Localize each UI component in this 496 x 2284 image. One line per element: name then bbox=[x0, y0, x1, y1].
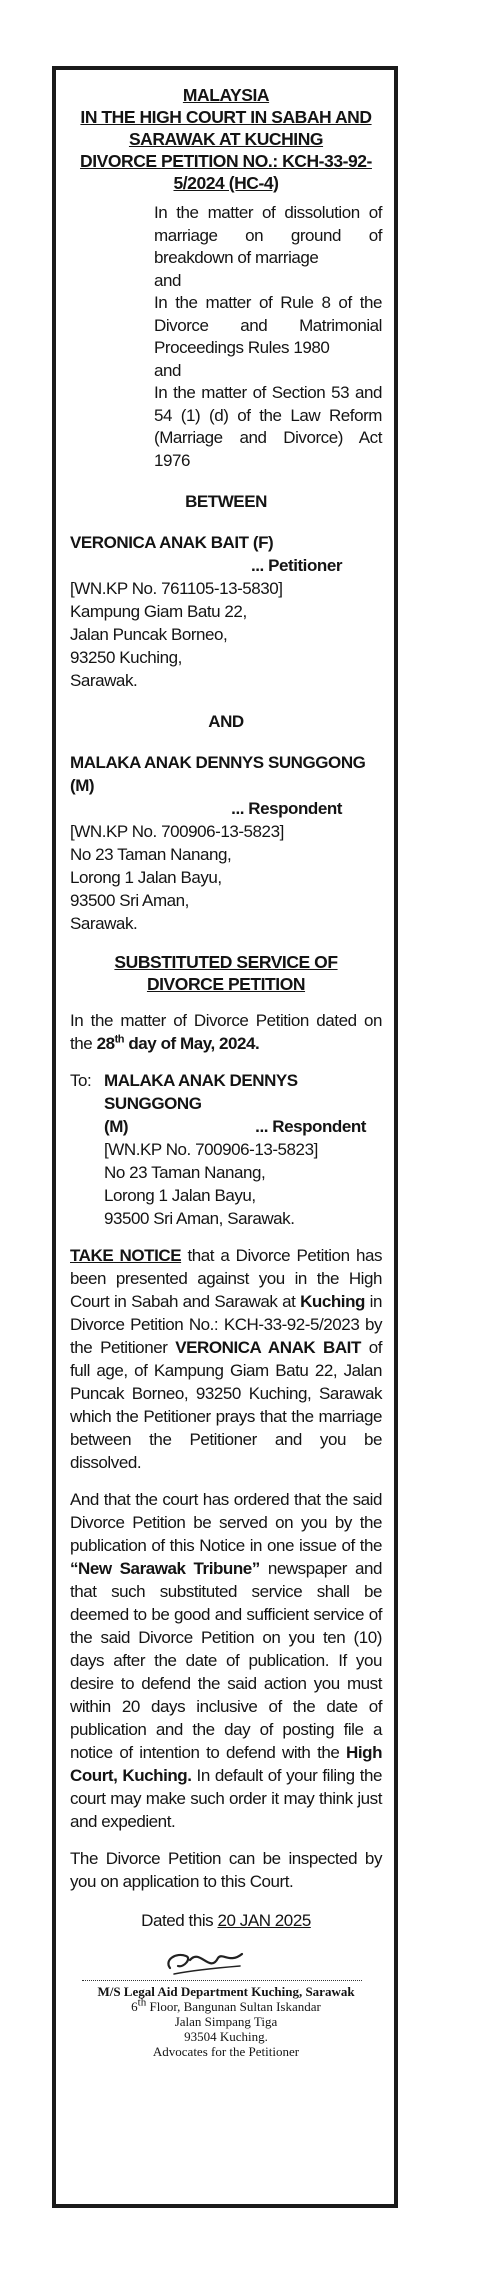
respondent-address: 93500 Sri Aman, bbox=[70, 891, 189, 910]
header-line: IN THE HIGH COURT IN SABAH AND bbox=[80, 107, 372, 127]
dated-prefix: Dated this bbox=[141, 1911, 214, 1930]
and-label: AND bbox=[208, 712, 244, 731]
to-role: ... Respondent bbox=[255, 1117, 366, 1136]
to-address: No 23 Taman Nanang, bbox=[104, 1163, 266, 1182]
petitioner-address: 93250 Kuching, bbox=[70, 648, 182, 667]
dated-paragraph bbox=[70, 1009, 382, 1055]
signature-area bbox=[70, 1946, 382, 2058]
dated-text: In the matter of Divorce Petition dated on the bbox=[70, 1011, 382, 1053]
to-label: To: bbox=[70, 1071, 92, 1090]
notice-text: in Divorce Petition No.: KCH-33-92-5/2023 by the Petitioner bbox=[70, 1292, 382, 1357]
day-suffix: th bbox=[114, 1033, 125, 1046]
dated-line bbox=[70, 1909, 382, 1932]
petitioner-address: Kampung Giam Batu 22, bbox=[70, 602, 247, 621]
service-title-line: SUBSTITUTED SERVICE OF bbox=[114, 952, 338, 972]
petitioner-block bbox=[70, 531, 382, 692]
header-line: 5/2024 (HC-4) bbox=[173, 173, 279, 193]
to-block bbox=[70, 1069, 382, 1230]
court-header bbox=[70, 84, 382, 194]
respondent-role: ... Respondent bbox=[231, 799, 342, 818]
matter-text: In the matter of Rule 8 of the Divorce and Matrimonial Proceedings Rules 1980 bbox=[154, 293, 382, 357]
matter-and: and bbox=[154, 270, 182, 290]
to-gender: (M) bbox=[104, 1117, 129, 1136]
signature-icon bbox=[160, 1946, 250, 1980]
petitioner-name: VERONICA ANAK BAIT (F) bbox=[70, 533, 274, 552]
respondent-address: No 23 Taman Nanang, bbox=[70, 845, 232, 864]
service-title bbox=[70, 951, 382, 995]
order-court: High Court, Kuching. bbox=[70, 1743, 382, 1785]
matter-text: In the matter of dissolution of marriage on ground of breakdown of marriage bbox=[154, 203, 382, 267]
dated-month: day of May, 2024. bbox=[128, 1034, 260, 1053]
to-ic: [WN.KP No. 700906-13-5823] bbox=[104, 1140, 318, 1159]
to-name-role-row bbox=[104, 1115, 382, 1138]
firm-role: Advocates for the Petitioner bbox=[152, 2044, 300, 2059]
to-address: 93500 Sri Aman, Sarawak. bbox=[104, 1209, 295, 1228]
order-newspaper: “New Sarawak Tribune” bbox=[70, 1559, 260, 1578]
matters-block bbox=[154, 202, 382, 472]
header-line: MALAYSIA bbox=[182, 85, 270, 105]
header-line: SARAWAK AT KUCHING bbox=[128, 129, 324, 149]
matter-and: and bbox=[154, 360, 182, 380]
order-text: newspaper and that such substituted service shall be deemed to be good and sufficient service of the said Divorce Petition on you ten (10) days after the date of publication. If you desire to defend the said action you must within 20 days inclusive of the date of publication and the day of posting file a notice of intention to defend with the bbox=[70, 1559, 382, 1762]
firm-name: M/S Legal Aid Department Kuching, Sarawak bbox=[97, 1984, 355, 1999]
floor-text: Floor, Bangunan Sultan Iskandar bbox=[149, 1999, 321, 2014]
petitioner-address: Jalan Puncak Borneo, bbox=[70, 625, 228, 644]
order-text: And that the court has ordered that the said Divorce Petition be served on you by the publication of this Notice in one issue of the bbox=[70, 1490, 382, 1555]
order-paragraph bbox=[70, 1488, 382, 1833]
take-notice-paragraph bbox=[70, 1244, 382, 1474]
to-name: MALAKA ANAK DENNYS SUNGGONG bbox=[104, 1071, 298, 1113]
signature-line bbox=[82, 1980, 362, 1981]
notice-text: that a Divorce Petition has been presented against you in the High Court in Sabah and Sarawak at bbox=[70, 1246, 382, 1311]
respondent-address: Sarawak. bbox=[70, 914, 138, 933]
respondent-ic: [WN.KP No. 700906-13-5823] bbox=[70, 822, 284, 841]
notice-frame bbox=[52, 66, 398, 2208]
firm-address bbox=[70, 1996, 382, 2014]
day-number: 28 bbox=[96, 1034, 115, 1053]
respondent-block bbox=[70, 751, 382, 935]
inspect-paragraph: The Divorce Petition can be inspected by you on application to this Court. bbox=[70, 1849, 382, 1891]
to-address: Lorong 1 Jalan Bayu, bbox=[104, 1186, 256, 1205]
notice-petitioner: VERONICA ANAK BAIT bbox=[175, 1338, 361, 1357]
notice-text: of full age, of Kampung Giam Batu 22, Jalan Puncak Borneo, 93250 Kuching, Sarawak which the Petitioner prays that the marriage between the Petitioner and you be dissolved. bbox=[70, 1338, 382, 1472]
firm-address: 93504 Kuching. bbox=[184, 2029, 268, 2044]
take-notice-label: TAKE NOTICE bbox=[70, 1246, 182, 1265]
matter-text: In the matter of Section 53 and 54 (1) (d) of the Law Reform (Marriage and Divorce) Act 1976 bbox=[154, 383, 382, 470]
order-text: In default of your filing the court may make such order it may think just and expedient. bbox=[70, 1766, 382, 1831]
notice-content bbox=[70, 80, 382, 2058]
petitioner-ic: [WN.KP No. 761105-13-5830] bbox=[70, 579, 283, 598]
to-body bbox=[104, 1069, 382, 1230]
respondent-name: MALAKA ANAK DENNYS SUNGGONG (M) bbox=[70, 753, 366, 795]
petitioner-role: ... Petitioner bbox=[251, 556, 342, 575]
header-line: DIVORCE PETITION NO.: KCH-33-92- bbox=[80, 151, 372, 171]
dated-date: 20 JAN 2025 bbox=[217, 1911, 311, 1930]
notice-kuching: Kuching bbox=[300, 1292, 365, 1311]
respondent-address: Lorong 1 Jalan Bayu, bbox=[70, 868, 222, 887]
between-label: BETWEEN bbox=[185, 492, 267, 511]
dated-day bbox=[97, 1034, 125, 1053]
floor-suffix: th bbox=[137, 1996, 147, 2009]
firm-block bbox=[70, 1984, 382, 2059]
firm-address: Jalan Simpang Tiga bbox=[174, 2014, 278, 2029]
floor-number: 6 bbox=[131, 1999, 138, 2014]
service-title-line: DIVORCE PETITION bbox=[146, 974, 306, 994]
petitioner-address: Sarawak. bbox=[70, 671, 138, 690]
